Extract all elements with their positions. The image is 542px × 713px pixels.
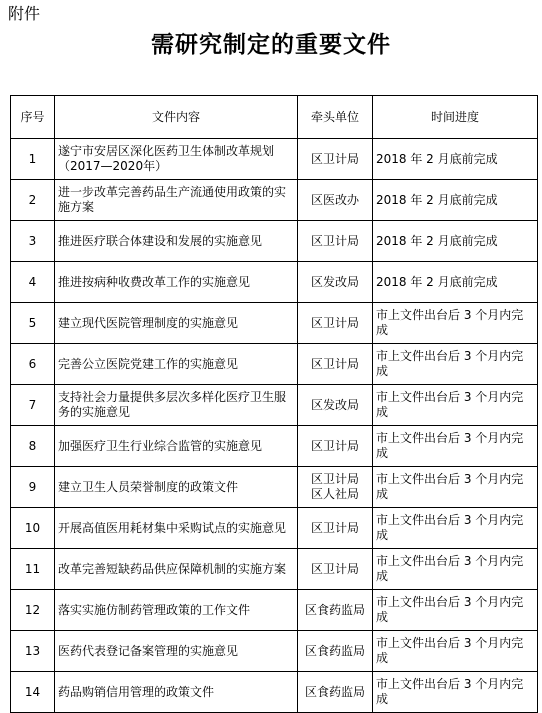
row-number: 12	[11, 590, 55, 631]
row-lead-unit	[298, 590, 373, 631]
table-row	[11, 672, 538, 713]
row-schedule: 市上文件出台后 3 个月内完成	[373, 385, 538, 426]
documents-table	[10, 95, 538, 713]
row-schedule: 2018 年 2 月底前完成	[373, 180, 538, 221]
table-row	[11, 508, 538, 549]
row-content: 推进按病种收费改革工作的实施意见	[55, 262, 298, 303]
attachment-label: 附件	[8, 4, 41, 23]
table-row	[11, 344, 538, 385]
row-schedule: 2018 年 2 月底前完成	[373, 221, 538, 262]
lead-unit-name: 区卫计局	[310, 561, 359, 576]
row-lead-unit	[298, 344, 373, 385]
lead-unit-name: 区卫计局	[310, 356, 359, 371]
row-schedule: 2018 年 2 月底前完成	[373, 262, 538, 303]
row-number: 8	[11, 426, 55, 467]
lead-unit-name: 区卫计局	[310, 315, 359, 330]
row-lead-unit	[298, 631, 373, 672]
row-lead-unit	[298, 467, 373, 508]
row-schedule: 2018 年 2 月底前完成	[373, 139, 538, 180]
row-lead-unit	[298, 385, 373, 426]
lead-unit-name: 区人社局	[310, 487, 359, 501]
column-header-number: 序号	[11, 96, 55, 139]
row-number: 9	[11, 467, 55, 508]
row-content: 建立卫生人员荣誉制度的政策文件	[55, 467, 298, 508]
table-row	[11, 139, 538, 180]
row-schedule: 市上文件出台后 3 个月内完成	[373, 508, 538, 549]
row-number: 5	[11, 303, 55, 344]
lead-unit-name: 区食药监局	[304, 684, 365, 699]
page-title: 需研究制定的重要文件	[151, 31, 391, 58]
row-number: 11	[11, 549, 55, 590]
row-content: 落实实施仿制药管理政策的工作文件	[55, 590, 298, 631]
row-schedule: 市上文件出台后 3 个月内完成	[373, 467, 538, 508]
table-body	[11, 139, 538, 713]
row-schedule: 市上文件出台后 3 个月内完成	[373, 303, 538, 344]
lead-unit-name: 区卫计局	[310, 438, 359, 453]
table-row	[11, 631, 538, 672]
lead-unit-name: 区卫计局	[310, 233, 359, 248]
row-lead-unit	[298, 672, 373, 713]
lead-unit-name: 区食药监局	[304, 643, 365, 658]
row-number: 1	[11, 139, 55, 180]
row-content: 完善公立医院党建工作的实施意见	[55, 344, 298, 385]
table-row	[11, 549, 538, 590]
row-content: 开展高值医用耗材集中采购试点的实施意见	[55, 508, 298, 549]
table-row	[11, 262, 538, 303]
row-number: 4	[11, 262, 55, 303]
table-row	[11, 385, 538, 426]
row-lead-unit	[298, 426, 373, 467]
row-number: 6	[11, 344, 55, 385]
row-lead-unit	[298, 262, 373, 303]
table-row	[11, 180, 538, 221]
row-schedule: 市上文件出台后 3 个月内完成	[373, 672, 538, 713]
lead-unit-name: 区卫计局	[310, 520, 359, 535]
lead-unit-name: 区医改办	[310, 192, 359, 207]
table-row	[11, 467, 538, 508]
lead-unit-name: 区发改局	[310, 274, 359, 289]
row-number: 2	[11, 180, 55, 221]
row-content: 药品购销信用管理的政策文件	[55, 672, 298, 713]
row-content: 加强医疗卫生行业综合监管的实施意见	[55, 426, 298, 467]
column-header-schedule: 时间进度	[373, 96, 538, 139]
row-content: 支持社会力量提供多层次多样化医疗卫生服务的实施意见	[55, 385, 298, 426]
table-row	[11, 590, 538, 631]
row-schedule: 市上文件出台后 3 个月内完成	[373, 590, 538, 631]
row-content: 进一步改革完善药品生产流通使用政策的实施方案	[55, 180, 298, 221]
row-schedule: 市上文件出台后 3 个月内完成	[373, 344, 538, 385]
column-header-lead-unit: 牵头单位	[298, 96, 373, 139]
row-lead-unit	[298, 303, 373, 344]
row-schedule: 市上文件出台后 3 个月内完成	[373, 631, 538, 672]
row-content: 改革完善短缺药品供应保障机制的实施方案	[55, 549, 298, 590]
row-schedule: 市上文件出台后 3 个月内完成	[373, 426, 538, 467]
row-lead-unit	[298, 139, 373, 180]
row-number: 10	[11, 508, 55, 549]
lead-unit-name: 区食药监局	[304, 602, 365, 617]
row-content: 推进医疗联合体建设和发展的实施意见	[55, 221, 298, 262]
row-lead-unit	[298, 180, 373, 221]
table-header-row	[11, 96, 538, 139]
table-row	[11, 221, 538, 262]
table-row	[11, 426, 538, 467]
table-row	[11, 303, 538, 344]
row-number: 7	[11, 385, 55, 426]
lead-unit-name: 区发改局	[310, 397, 359, 412]
row-number: 14	[11, 672, 55, 713]
row-lead-unit	[298, 549, 373, 590]
row-content: 建立现代医院管理制度的实施意见	[55, 303, 298, 344]
row-content: 医药代表登记备案管理的实施意见	[55, 631, 298, 672]
lead-unit-name: 区卫计局	[310, 472, 359, 486]
row-lead-unit	[298, 221, 373, 262]
column-header-content: 文件内容	[55, 96, 298, 139]
row-content: 遂宁市安居区深化医药卫生体制改革规划（2017—2020年）	[55, 139, 298, 180]
row-lead-unit	[298, 508, 373, 549]
row-number: 13	[11, 631, 55, 672]
lead-unit-name: 区卫计局	[310, 151, 359, 166]
row-schedule: 市上文件出台后 3 个月内完成	[373, 549, 538, 590]
row-number: 3	[11, 221, 55, 262]
